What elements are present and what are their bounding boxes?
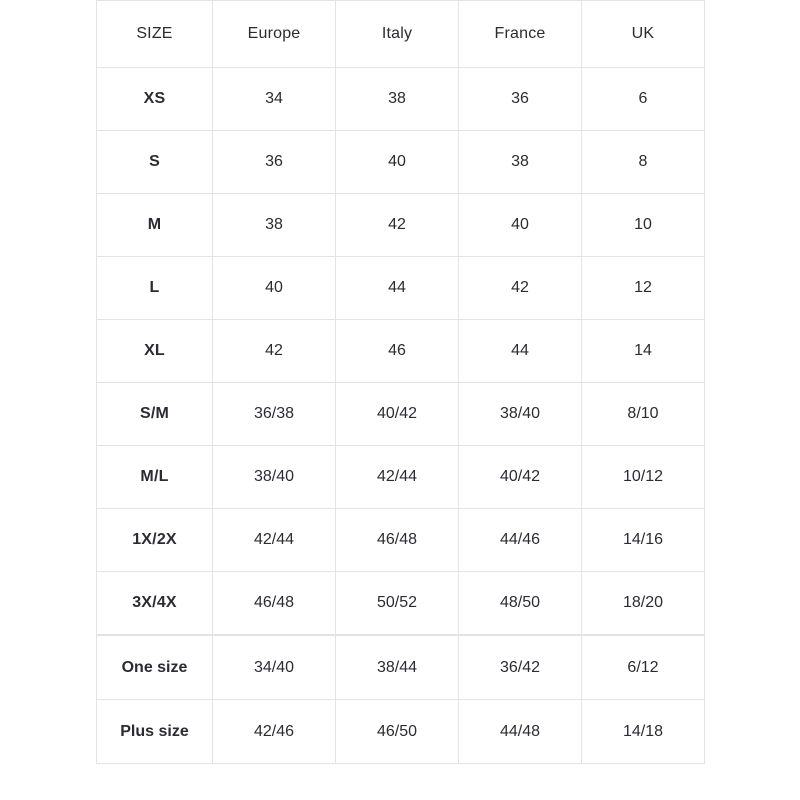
cell-italy: 38/44: [336, 636, 459, 700]
table-row: [97, 700, 705, 764]
table-row: [97, 509, 705, 572]
table-row: [97, 68, 705, 131]
size-conversion-table: [96, 0, 705, 635]
column-header-france: France: [459, 1, 582, 68]
cell-uk: 14: [582, 320, 705, 383]
cell-france: 38/40: [459, 383, 582, 446]
row-label-one-size: One size: [97, 636, 213, 700]
cell-uk: 18/20: [582, 572, 705, 635]
cell-uk: 8: [582, 131, 705, 194]
row-label: M: [97, 194, 213, 257]
cell-europe: 38: [213, 194, 336, 257]
cell-france: 44/48: [459, 700, 582, 764]
cell-europe: 42/44: [213, 509, 336, 572]
cell-uk: 6/12: [582, 636, 705, 700]
table-row: [97, 636, 705, 700]
cell-italy: 38: [336, 68, 459, 131]
row-label: 3X/4X: [97, 572, 213, 635]
cell-europe: 38/40: [213, 446, 336, 509]
column-header-italy: Italy: [336, 1, 459, 68]
row-label: S/M: [97, 383, 213, 446]
cell-france: 36: [459, 68, 582, 131]
cell-uk: 12: [582, 257, 705, 320]
row-label: L: [97, 257, 213, 320]
row-label: XS: [97, 68, 213, 131]
cell-italy: 40: [336, 131, 459, 194]
cell-europe: 40: [213, 257, 336, 320]
cell-france: 44: [459, 320, 582, 383]
cell-france: 44/46: [459, 509, 582, 572]
cell-italy: 46: [336, 320, 459, 383]
cell-france: 40: [459, 194, 582, 257]
cell-uk: 10/12: [582, 446, 705, 509]
cell-italy: 42/44: [336, 446, 459, 509]
cell-uk: 8/10: [582, 383, 705, 446]
table-row: [97, 383, 705, 446]
cell-italy: 44: [336, 257, 459, 320]
column-header-size: SIZE: [97, 1, 213, 68]
row-label: 1X/2X: [97, 509, 213, 572]
cell-europe: 34/40: [213, 636, 336, 700]
table-row: [97, 257, 705, 320]
cell-europe: 42: [213, 320, 336, 383]
cell-italy: 46/50: [336, 700, 459, 764]
table-row: [97, 320, 705, 383]
cell-france: 36/42: [459, 636, 582, 700]
one-size-plus-size-table: [96, 635, 705, 764]
cell-france: 38: [459, 131, 582, 194]
cell-europe: 42/46: [213, 700, 336, 764]
row-label: S: [97, 131, 213, 194]
table-header-row: [97, 1, 705, 68]
cell-italy: 50/52: [336, 572, 459, 635]
column-header-europe: Europe: [213, 1, 336, 68]
table-row: [97, 131, 705, 194]
cell-italy: 40/42: [336, 383, 459, 446]
table-row: [97, 194, 705, 257]
cell-italy: 46/48: [336, 509, 459, 572]
cell-uk: 14/16: [582, 509, 705, 572]
cell-france: 40/42: [459, 446, 582, 509]
row-label-plus-size: Plus size: [97, 700, 213, 764]
cell-europe: 36: [213, 131, 336, 194]
cell-italy: 42: [336, 194, 459, 257]
cell-uk: 14/18: [582, 700, 705, 764]
cell-france: 48/50: [459, 572, 582, 635]
cell-uk: 6: [582, 68, 705, 131]
row-label: M/L: [97, 446, 213, 509]
cell-europe: 36/38: [213, 383, 336, 446]
table-row: [97, 446, 705, 509]
table-row: [97, 572, 705, 635]
cell-france: 42: [459, 257, 582, 320]
column-header-uk: UK: [582, 1, 705, 68]
cell-europe: 34: [213, 68, 336, 131]
cell-uk: 10: [582, 194, 705, 257]
row-label: XL: [97, 320, 213, 383]
cell-europe: 46/48: [213, 572, 336, 635]
